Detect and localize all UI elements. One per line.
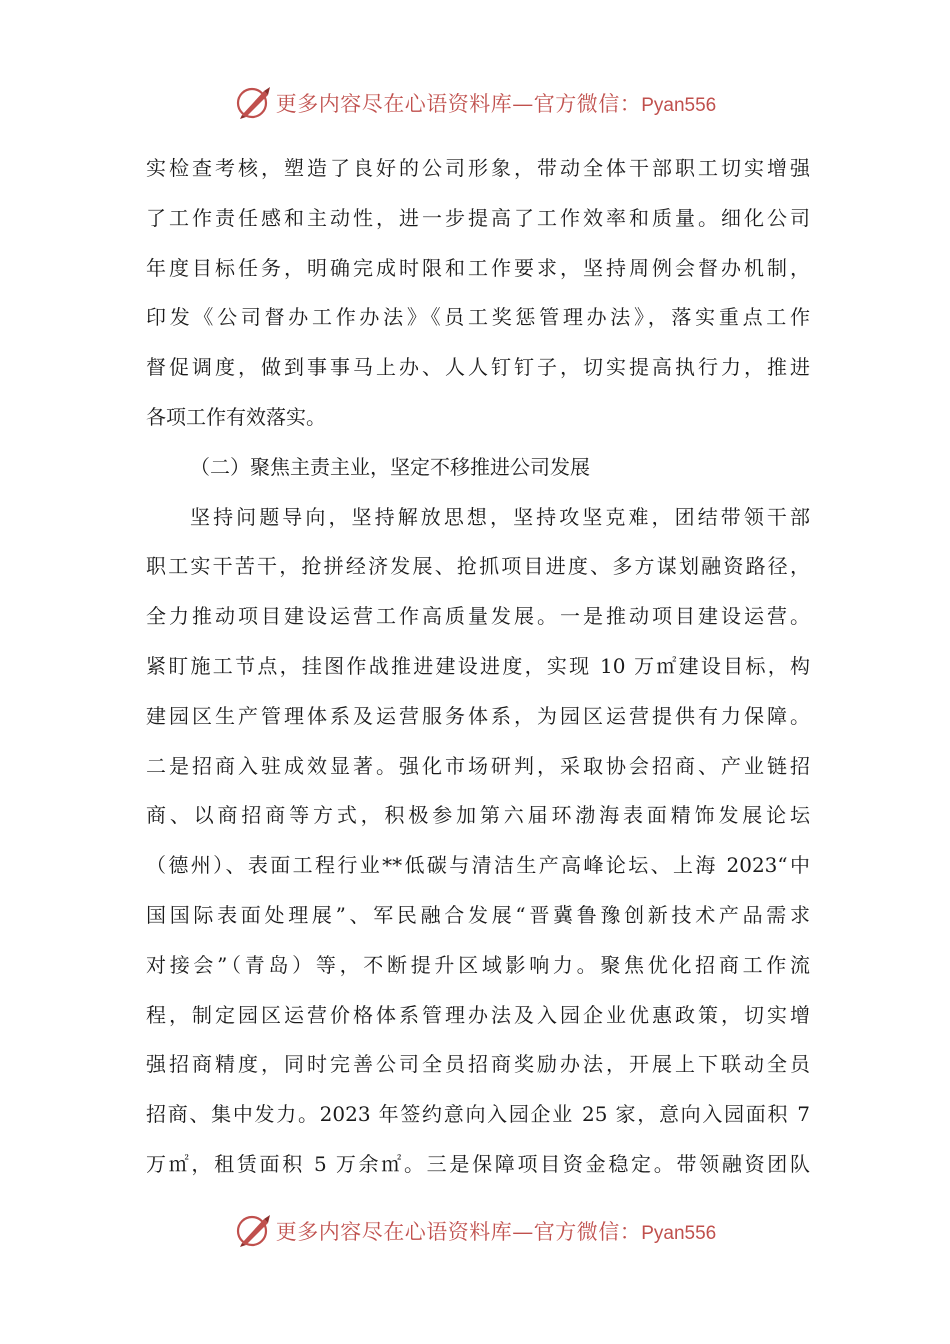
- body-line: 紧盯施工节点，挂图作战推进建设进度，实现 10 万㎡建设目标，构: [146, 653, 810, 678]
- body-line: 全力推动项目建设运营工作高质量发展。一是推动项目建设运营。: [146, 604, 810, 629]
- footer-watermark-banner: [0, 1206, 950, 1256]
- body-line: 职工实干苦干，抢拼经济发展、抢抓项目进度、多方谋划融资路径，: [146, 554, 810, 579]
- pen-logo-icon: [234, 1211, 274, 1251]
- header-watermark-banner: [0, 78, 950, 128]
- body-line: 二是招商入驻成效显著。强化市场研判，采取协会招商、产业链招: [146, 753, 810, 778]
- body-line: 年度目标任务，明确完成时限和工作要求，坚持周例会督办机制，: [146, 255, 810, 280]
- body-line: 督促调度，做到事事马上办、人人钉钉子，切实提高执行力，推进: [146, 355, 810, 380]
- footer-watermark-text: 更多内容尽在心语资料库—官方微信：Pyan556: [275, 1220, 717, 1244]
- body-line: 对接会”（青岛）等，不断提升区域影响力。聚焦优化招商工作流: [146, 952, 810, 977]
- body-line: 建园区生产管理体系及运营服务体系，为园区运营提供有力保障。: [146, 703, 810, 728]
- body-line: 强招商精度，同时完善公司全员招商奖励办法，开展上下联动全员: [146, 1052, 810, 1077]
- document-body: [146, 144, 810, 1190]
- body-line: 印发《公司督办工作办法》《员工奖惩管理办法》，落实重点工作: [146, 305, 810, 330]
- header-wechat-id: Pyan556: [641, 95, 717, 116]
- body-line: 招商、集中发力。2023 年签约意向入园企业 25 家，意向入园面积 7: [146, 1102, 810, 1127]
- body-line: 国国际表面处理展”、军民融合发展“晋冀鲁豫创新技术产品需求: [146, 902, 810, 927]
- body-line: 了工作责任感和主动性，进一步提高了工作效率和质量。细化公司: [146, 205, 810, 230]
- header-watermark-text: 更多内容尽在心语资料库—官方微信：Pyan556: [275, 92, 717, 116]
- footer-wechat-id: Pyan556: [641, 1223, 717, 1244]
- body-line: 商、以商招商等方式，积极参加第六届环渤海表面精饰发展论坛: [146, 803, 810, 828]
- body-line: 各项工作有效落实。: [146, 404, 326, 429]
- body-line: （德州）、表面工程行业**低碳与清洁生产高峰论坛、上海 2023“中: [146, 853, 810, 878]
- body-line: 实检查考核，塑造了良好的公司形象，带动全体干部职工切实增强: [146, 156, 810, 180]
- body-line: 坚持问题导向，坚持解放思想，坚持攻坚克难，团结带领干部: [190, 504, 810, 529]
- section-heading: （二）聚焦主责主业，坚定不移推进公司发展: [190, 454, 590, 479]
- body-line: 万㎡，租赁面积 5 万余㎡。三是保障项目资金稳定。带领融资团队: [146, 1151, 810, 1176]
- pen-logo-icon: [234, 83, 274, 123]
- body-line: 程，制定园区运营价格体系管理办法及入园企业优惠政策，切实增: [146, 1002, 810, 1027]
